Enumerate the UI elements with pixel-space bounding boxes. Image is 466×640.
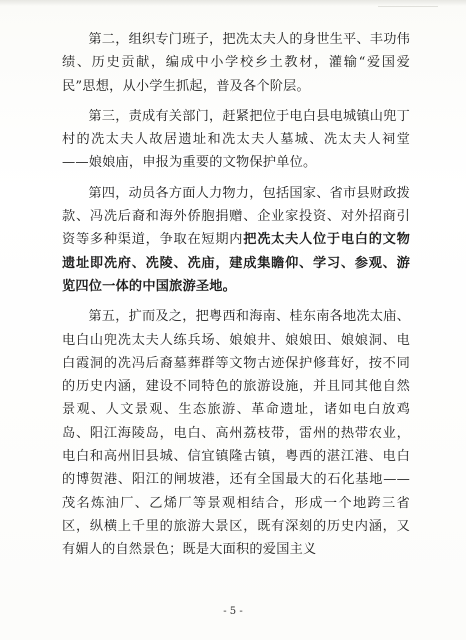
paragraph-fifth-text: 第五，扩而及之，把粤西和海南、桂东南各地冼太庙、电白山兜冼太夫人练兵场、娘娘井、娘娘田、娘娘洞、电白霞洞的冼冯后裔墓葬群等文物古迹保护修葺好，按不同的历史内涵，建设不同特色的旅游设施，并且同其他自然景观、人文景观、生态旅游、革命遗址，诸如电白放鸡岛、阳江海陵岛，电白、高州荔枝带，雷州的热带农业，电白和高州旧县城、信宜镇隆古镇，粤西的湛江港、电白的博贺港、阳江的闸坡港，还有全国最大的石化基地——茂名炼油厂、乙烯厂等景观相结合，形成一个地跨三省区，纵横上千里的旅游大景区，既有深刻的历史内涵，又有媚人的自然景色；既是大面积的爱国主义 <box>62 309 410 558</box>
paragraph-third <box>62 105 410 175</box>
paragraph-fourth-text: 第四，动员各方面人力物力，包括国家、省市县财政拨款、冯冼后裔和海外侨胞捐赠、企业家投资、对外招商引资等多种渠道，争取在短期内 <box>62 185 410 248</box>
paragraph-third-text: 第三，责成有关部门，赶紧把位于电白县电城镇山兜丁村的冼太夫人故居遗址和冼太夫人墓城、冼太夫人祠堂——娘娘庙，申报为重要的文物保护单位。 <box>62 108 410 171</box>
page-number: - 5 - <box>223 606 243 617</box>
scan-corner-mark <box>378 6 438 15</box>
document-body <box>62 28 410 569</box>
paragraph-fifth <box>62 305 410 561</box>
paragraph-fourth-bold-text: 把冼太夫人位于电白的文物遗址即冼府、冼陵、冼庙，建成集瞻仰、学习、参观、游览四位一体的中国旅游圣地。 <box>62 232 410 294</box>
paragraph-second-text: 第二，组织专门班子，把冼太夫人的身世生平、丰功伟绩、历史贡献，编成中小学校乡土教材，灌输“爱国爱民”思想，从小学生抓起，普及各个阶层。 <box>62 32 410 94</box>
paragraph-fourth <box>62 182 410 298</box>
paragraph-second <box>62 28 410 98</box>
